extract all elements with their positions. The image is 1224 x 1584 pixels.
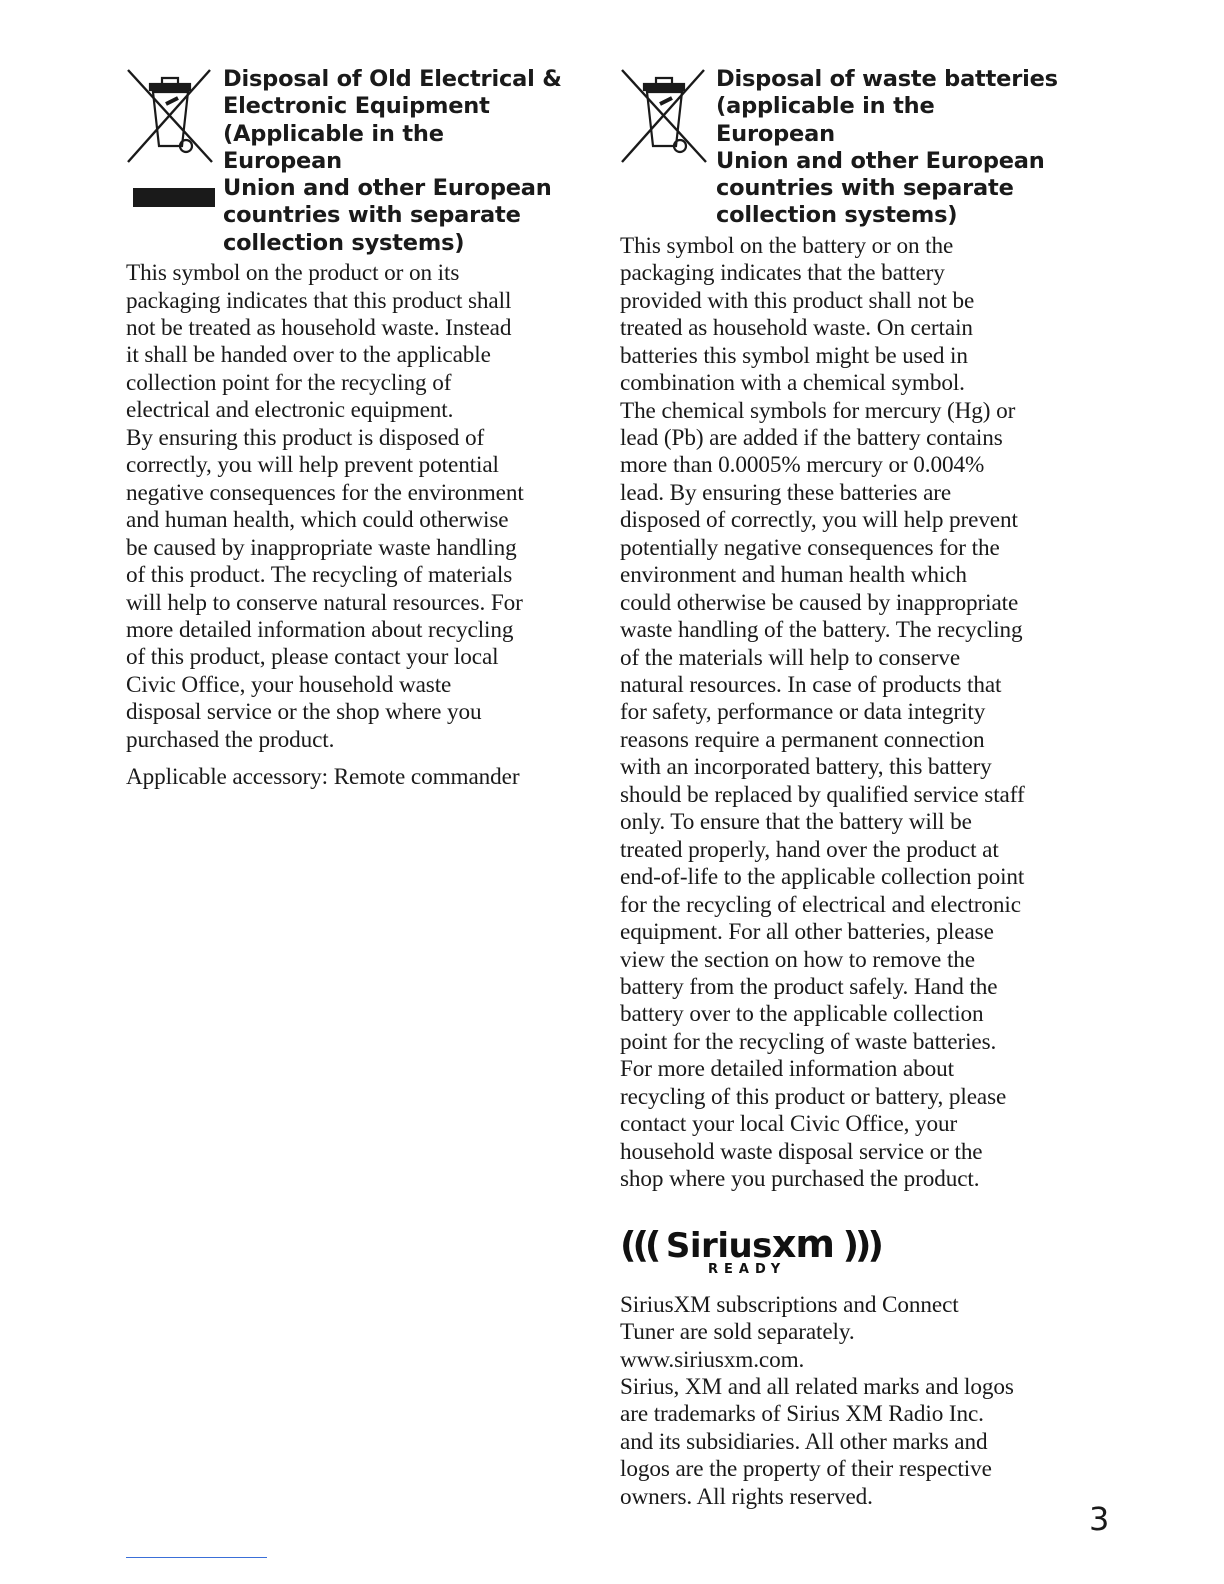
- battery-header: [620, 64, 1060, 230]
- weee-section: [126, 64, 566, 792]
- weee-heading-line: Union and other European: [223, 175, 552, 202]
- weee-header: [126, 64, 566, 257]
- weee-heading-line: (Applicable in the European: [223, 120, 444, 174]
- logo-sirius: Sirius: [665, 1225, 772, 1266]
- siriusxm-ready-logo: [620, 1221, 1060, 1286]
- signal-waves-left-icon: (((: [620, 1224, 666, 1266]
- battery-heading-line: (applicable in the European: [716, 93, 935, 147]
- logo-xm: xm: [771, 1221, 835, 1266]
- logo-ready: READY: [708, 1261, 787, 1277]
- battery-section: [620, 64, 1060, 1511]
- battery-heading-line: collection systems): [716, 202, 958, 229]
- weee-heading-line: countries with separate: [223, 202, 521, 229]
- crossed-wheelie-bin-icon: [620, 64, 716, 164]
- crossed-wheelie-bin-icon: [126, 64, 222, 164]
- weee-heading-line: Electronic Equipment: [223, 93, 490, 120]
- battery-heading-line: countries with separate: [716, 175, 1014, 202]
- signal-waves-right-icon: ))): [834, 1224, 880, 1266]
- footer-rule: [126, 1557, 267, 1558]
- weee-heading-line: Disposal of Old Electrical &: [223, 66, 562, 92]
- page-number: 3: [1089, 1500, 1110, 1538]
- weee-heading-line: collection systems): [223, 229, 465, 256]
- battery-heading-line: Union and other European: [716, 147, 1045, 174]
- battery-heading-line: Disposal of waste batteries: [716, 66, 1058, 92]
- battery-body: This symbol on the battery or on the packaging indicates that the battery provided with this product shall not be treated as household waste. On certain batteries this symbol might be used in combination with a chemical symbol. The chemical symbols for mercury (Hg) or lead (Pb) are added if the battery contains more than 0.0005% mercury or 0.004% lead. By ensuring these batteries are disposed of correctly, you will help prevent potentially negative consequences for the environment and human health which could otherwise be caused by inappropriate waste handling of the battery. The recycling of the materials will help to conserve natural resources. In case of products that for safety, performance or data integrity reasons require a permanent connection with an incorporated battery, this battery should be replaced by qualified service staff only. To ensure that the battery will be treated properly, hand over the product at end-of-life to the applicable collection point for the recycling of electrical and electronic equipment. For all other batteries, please view the section on how to remove the battery from the product safely. Hand the battery over to the applicable collection point for the recycling of waste batteries. For more detailed information about recycling of this product or battery, please contact your local Civic Office, your household waste disposal service or the shop where you purchased the product.: [620, 232, 1025, 1193]
- weee-date-bar: [133, 188, 215, 207]
- accessory-note: Applicable accessory: Remote commander: [126, 764, 520, 791]
- siriusxm-body: SiriusXM subscriptions and Connect Tuner are sold separately. www.siriusxm.com. Sirius, XM and all related marks and logos are trademarks of Sirius XM Radio Inc. and its subsidiaries. All other marks and logos are the property of their respective owners. All rights reserved.: [620, 1291, 1014, 1510]
- weee-body: This symbol on the product or on its packaging indicates that this product shall not be treated as household waste. Instead it shall be handed over to the applicable collection point for the recycling of electrical and electronic equipment. By ensuring this product is disposed of correctly, you will help prevent potential negative consequences for the environment and human health, which could otherwise be caused by inappropriate waste handling of this product. The recycling of materials will help to conserve natural resources. For more detailed information about recycling of this product, please contact your local Civic Office, your household waste disposal service or the shop where you purchased the product.: [126, 260, 524, 753]
